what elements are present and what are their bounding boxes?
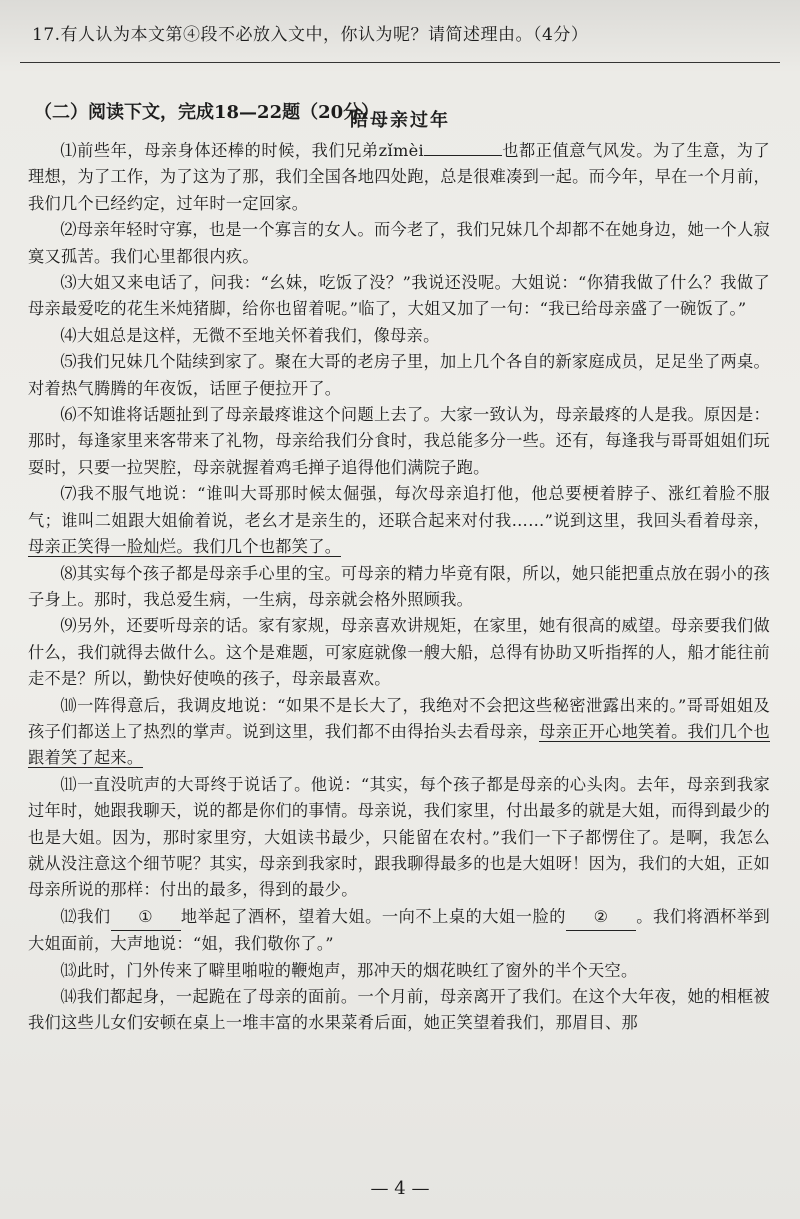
paragraph-2: ⑵母亲年轻时守寡，也是一个寡言的女人。而今老了，我们兄妹几个却都不在她身边，她一个人寂寞又孤苦。我们心里都很内疚。 — [28, 220, 770, 266]
p10-text-a: ⑽一阵得意后，我调皮地说：“如果不是长大了，我绝对不会把这些秘密泄露出来的。”哥哥姐姐及孩子们都送上了热烈的掌声。说到这里，我们都不由得抬头去看母亲， — [28, 695, 770, 741]
paragraph-5: ⑸我们兄妹几个陆续到家了。聚在大哥的老房子里，加上几个各自的新家庭成员，足足坐了两桌。对着热气腾腾的年夜饭，话匣子便拉开了。 — [28, 352, 770, 398]
paragraph-14: ⒁我们都起身，一起跪在了母亲的面前。一个月前，母亲离开了我们。在这个大年夜，她的相框被我们这些儿女们安顿在桌上一堆丰富的水果菜肴后面，她正笑望着我们，那眉目、那 — [28, 987, 770, 1033]
p1-text-b: 也都正值意气风发。为了生意，为了理想，为了工作，为了这为了那，我们全国各地四处跑，总是很难凑到一起。而今年，早在一个月前，我们几个已经约定，过年时一定回家。 — [28, 141, 770, 213]
paragraph-1 — [28, 138, 770, 217]
article-body — [28, 138, 770, 1037]
underlined-sentence-2: 母亲正开心地笑着。我们几个也跟着笑了起来。 — [28, 721, 770, 768]
article-title: 陪母亲过年 — [350, 110, 450, 131]
paragraph-12 — [28, 904, 770, 958]
paragraph-8: ⑻其实每个孩子都是母亲手心里的宝。可母亲的精力毕竟有限，所以，她只能把重点放在弱小的孩子身上。那时，我总爱生病，一生病，母亲就会格外照顾我。 — [28, 563, 770, 609]
p12-text-b: 地举起了酒杯，望着大姐。一向不上桌的大姐一脸的 — [180, 906, 567, 926]
paragraph-11: ⑾一直没吭声的大哥终于说话了。他说：“其实，每个孩子都是母亲的心头肉。去年，母亲到我家过年时，她跟我聊天，说的都是你们的事情。母亲说，我们家里，付出最多的就是大姐，而得到最少的也是大姐。因为，那时家里穷，大姐读书最少，只能留在农村。”我们一下子都愣住了。是啊，我怎么就从没注意这个细节呢？其实，母亲到我家时，跟我聊得最多的也是大姐呀！因为，我们的大姐，正如母亲所说的那样：付出的最多，得到的最少。 — [28, 774, 770, 900]
blank-2[interactable]: ② — [566, 904, 636, 931]
paragraph-7 — [28, 481, 770, 560]
blank-1[interactable]: ① — [111, 904, 181, 931]
page-number: — 4 — — [370, 1178, 430, 1199]
paragraph-13: ⒀此时，门外传来了噼里啪啦的鞭炮声，那冲天的烟花映红了窗外的半个天空。 — [60, 960, 638, 980]
paragraph-3: ⑶大姐又来电话了，问我：“幺妹，吃饭了没？”我说还没呢。大姐说：“你猜我做了什么？我做了母亲最爱吃的花生米炖猪脚，给你也留着呢。”临了，大姐又加了一句：“我已给母亲盛了一碗饭了。” — [28, 273, 770, 319]
paragraph-9: ⑼另外，还要听母亲的话。家有家规，母亲喜欢讲规矩，在家里，她有很高的威望。母亲要我们做什么，我们就得去做什么。这个是难题，可家庭就像一艘大船，总得有协助又听指挥的人，船才能往前走不是？所以，勤快好使唤的孩子，母亲最喜欢。 — [28, 616, 770, 689]
p7-text-a: ⑺我不服气地说：“谁叫大哥那时候太倔强，每次母亲追打他，他总要梗着脖子、涨红着脸不服气；谁叫二姐跟大姐偷着说，老幺才是亲生的，还联合起来对付我……”说到这里，我回头看着母亲， — [28, 484, 770, 530]
underlined-sentence-1: 母亲正笑得一脸灿烂。我们几个也都笑了。 — [28, 537, 342, 557]
pinyin-blank[interactable] — [424, 155, 502, 156]
paragraph-6: ⑹不知谁将话题扯到了母亲最疼谁这个问题上去了。大家一致认为，母亲最疼的人是我。原因是：那时，每逢家里来客带来了礼物，母亲给我们分食时，我总能多分一些。还有，每逢我与哥哥姐姐们玩耍时，只要一拉哭腔，母亲就握着鸡毛掸子追得他们满院子跑。 — [28, 405, 770, 477]
p1-text-a: ⑴前些年，母亲身体还棒的时候，我们兄弟zǐmèi — [60, 141, 424, 160]
p12-text-c: 。我们将酒杯举到大姐面前，大声地说：“姐，我们敬你了。” — [28, 906, 771, 954]
divider-line — [20, 62, 780, 63]
p12-text-a: ⑿我们 — [60, 906, 111, 926]
question-17: 17.有人认为本文第④段不必放入文中，你认为呢？请简述理由。（4分） — [32, 25, 589, 45]
section-title: （二）阅读下文，完成18—22题（20分） — [34, 102, 380, 123]
paragraph-4: ⑷大姐总是这样，无微不至地关怀着我们，像母亲。 — [60, 325, 440, 345]
paragraph-10 — [28, 693, 770, 772]
